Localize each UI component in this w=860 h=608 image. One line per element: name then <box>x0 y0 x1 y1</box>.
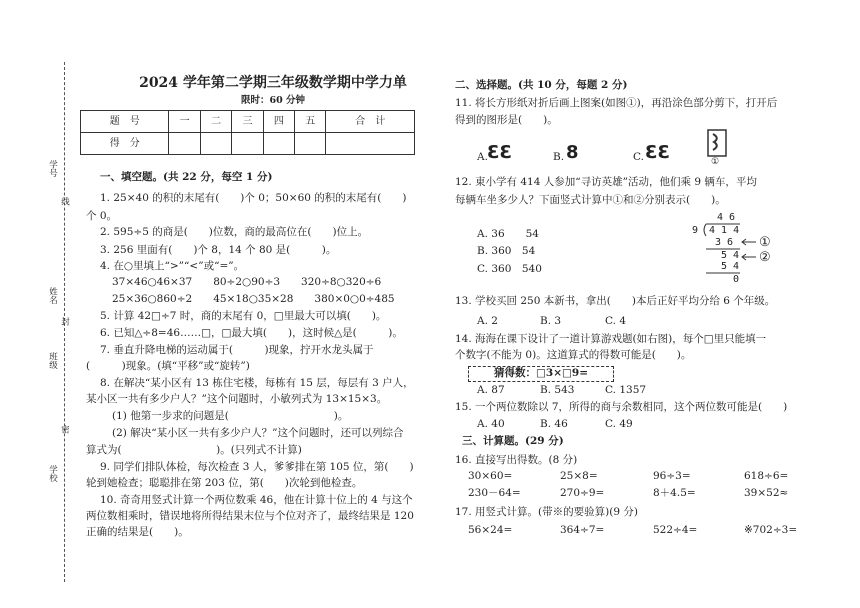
q11-line1: 11. 将长方形纸对折后画上图案(如图①)，再沿涂色部分剪下，打开后 <box>455 97 778 109</box>
q10-line3: 正确的结果是( )。 <box>86 526 189 538</box>
q2-line: 2. 595÷5 的商是( )位数，商的最高位在( )位上。 <box>100 226 369 238</box>
q12-option-c: C. 360 540 <box>477 263 542 275</box>
q11-option-a: A. <box>477 151 488 163</box>
q12-step1: 3 6 <box>715 237 734 248</box>
sidebar-dense: 密 <box>59 425 70 434</box>
q14-line1: 14. 海海在课下设计了一道计算游戏题(如右图)，每个□里只能填一 <box>455 333 767 345</box>
q13-line: 13. 学校买回 250 本新书，拿出( )本后正好平均分给 6 个年级。 <box>455 295 776 307</box>
q16-item: 25×8= <box>560 470 598 482</box>
score-table-score-row <box>81 133 415 155</box>
score-cell: 三 <box>232 111 263 133</box>
q9-line1: 9. 同学们排队体检，每次检查 3 人，爹爹排在第 105 位，第( ) <box>100 461 414 473</box>
q10-line2: 两位数相乘时，错误地将所得结果末位与个位对齐了，最终结果是 120 <box>86 510 414 522</box>
q16-item: 39×52≈ <box>744 487 789 499</box>
q7-line2: ( )现象。(填“平移”或“旋转”) <box>86 360 250 372</box>
q1-line2: 个 0。 <box>86 210 118 222</box>
q17-item: 364÷7= <box>560 524 605 536</box>
score-input-cell[interactable] <box>200 133 231 155</box>
q12-line2: 每辆车坐多少人？下面竖式计算中①和②分别表示( )。 <box>455 194 726 206</box>
q1-line1: 1. 25×40 的积的末尾有( )个 0；50×60 的积的末尾有( ) <box>100 192 407 204</box>
section1-heading: 一、填空题。(共 22 分，每空 1 分) <box>100 171 273 183</box>
q5-line: 5. 计算 42□÷7 时，商的末尾有 0，□里最大可以填( )。 <box>100 310 387 322</box>
q4-line: 4. 在○里填上“>”“<”或“=”。 <box>100 260 245 272</box>
q16-item: 30×60= <box>468 470 513 482</box>
q15-option-a: A. 40 <box>477 418 505 430</box>
q16-item: 270÷9= <box>560 487 605 499</box>
q11-option-b: B. <box>553 151 565 163</box>
q4-compare-row1: 37×46○46×37 80÷2○90÷3 320÷8○320÷6 <box>112 276 382 288</box>
q16-item: 8＋4.5= <box>653 487 696 499</box>
sidebar-student-no: 学号 <box>47 160 58 177</box>
q8-sub2-line1: (2) 解决“某小区一共有多少户人？”这个问题时，还可以列综合 <box>112 427 404 439</box>
time-limit: 限时：60 分钟 <box>240 95 306 106</box>
q13-option-b: B. 3 <box>540 315 562 327</box>
q11-figure-label: ① <box>711 157 720 167</box>
score-cell: 合 计 <box>326 111 415 133</box>
q12-remainder: 0 <box>733 274 740 285</box>
q12-step2: 5 4 <box>721 250 740 261</box>
q8-line1: 8. 在解决“某小区有 13 栋住宅楼，每栋有 15 层，每层有 3 户人， <box>100 377 414 389</box>
q16-item: 96÷3= <box>653 470 691 482</box>
q12-mark-2: ② <box>759 250 771 265</box>
score-cell: 二 <box>200 111 231 133</box>
sidebar-class: 班级 <box>47 352 58 369</box>
score-table <box>80 110 415 155</box>
q11-shape-a-icon: ƐƐ <box>487 142 513 163</box>
q13-option-a: A. 2 <box>477 315 498 327</box>
q12-option-a: A. 36 54 <box>477 228 539 240</box>
q12-dividend: 4 1 4 <box>709 225 740 236</box>
q15-line: 15. 一个两位数除以 7，所得的商与余数相同，这个两位数可能是( ) <box>455 401 788 413</box>
q11-option-c: C. <box>633 151 644 163</box>
score-input-cell[interactable] <box>295 133 326 155</box>
score-cell: 四 <box>263 111 294 133</box>
q12-step3: 5 4 <box>721 261 740 272</box>
score-table-header-row <box>81 111 415 133</box>
sidebar-name: 姓名 <box>47 287 58 304</box>
q17-line: 17. 用竖式计算。(带※的要验算)(9 分) <box>455 506 638 518</box>
sidebar-seal: 封 <box>59 317 70 326</box>
q8-sub1: (1) 他第一步求的问题是( )。 <box>112 410 349 422</box>
sidebar-school: 学校 <box>47 465 58 482</box>
q12-divisor: 9 <box>692 225 699 236</box>
sidebar-line: 线 <box>59 197 70 206</box>
q12-line1: 12. 東小学有 414 人参加“寻访英雄”活动，他们乘 9 辆车，平均 <box>455 176 757 188</box>
score-input-cell[interactable] <box>169 133 200 155</box>
q4-compare-row2: 25×36○860÷2 45×18○35×28 380×0○0÷485 <box>112 293 395 305</box>
q13-option-c: C. 4 <box>605 315 627 327</box>
score-input-cell[interactable] <box>263 133 294 155</box>
q8-sub2-line2: 算式为( )。(只列式不计算) <box>86 444 302 456</box>
q6-line: 6. 已知△÷8=46……□，□最大填( )，这时候△是( )。 <box>100 327 403 339</box>
q9-line2: 轮到她检查；聪聪排在第 203 位，第( )次轮到他检查。 <box>86 477 363 489</box>
q3-line: 3. 256 里面有( )个 8，14 个 80 是( )。 <box>100 244 337 256</box>
score-cell: 一 <box>169 111 200 133</box>
q14-option-c: C. 1357 <box>605 384 647 396</box>
q11-line2: 得到的图形是( )。 <box>455 114 558 126</box>
section2-heading: 二、选择题。(共 10 分，每题 2 分) <box>455 79 628 91</box>
q16-line: 16. 直接写出得数。(8 分) <box>455 454 578 466</box>
q12-quotient: 4 6 <box>717 212 736 223</box>
score-input-cell[interactable] <box>326 133 415 155</box>
score-cell: 题 号 <box>81 111 169 133</box>
q12-mark-1: ① <box>759 235 771 250</box>
section3-heading: 三、计算题。(29 分) <box>462 435 564 447</box>
q17-item: 522÷4= <box>653 524 698 536</box>
q11-shape-b-icon: 8 <box>566 142 579 163</box>
q12-arrows <box>740 234 760 264</box>
q16-item: 230－64= <box>468 487 521 499</box>
score-cell: 五 <box>295 111 326 133</box>
q17-item: 56×24= <box>468 524 513 536</box>
q15-option-b: B. 46 <box>540 418 568 430</box>
q12-option-b: B. 360 54 <box>477 245 536 257</box>
q7-line1: 7. 垂直升降电梯的运动属于( )现象，拧开水龙头属于 <box>100 344 374 356</box>
page-title: 2024 学年第二学期三年级数学期中学力单 <box>139 75 407 91</box>
q14-option-b: B. 543 <box>540 384 575 396</box>
score-input-cell[interactable] <box>232 133 263 155</box>
q14-line2: 个数字(不能为 0)。这道算式的得数可能是( )。 <box>455 349 692 361</box>
q15-option-c: C. 49 <box>605 418 633 430</box>
q17-item: ※702÷3= <box>744 524 798 536</box>
q14-option-a: A. 87 <box>477 384 505 396</box>
score-cell: 得 分 <box>81 133 169 155</box>
q11-shape-c-icon: ƐƐ <box>645 142 671 163</box>
q8-line2: 某小区一共有多少户人？”这个问题时，小敏列式为 13×15×3。 <box>86 393 388 405</box>
q14-guess-box: 猜得数：□3×□9= <box>468 366 614 382</box>
q16-item: 618÷6= <box>744 470 789 482</box>
q10-line1: 10. 奇奇用竖式计算一个两位数乘 46，他在计算十位上的 4 与这个 <box>100 494 413 506</box>
